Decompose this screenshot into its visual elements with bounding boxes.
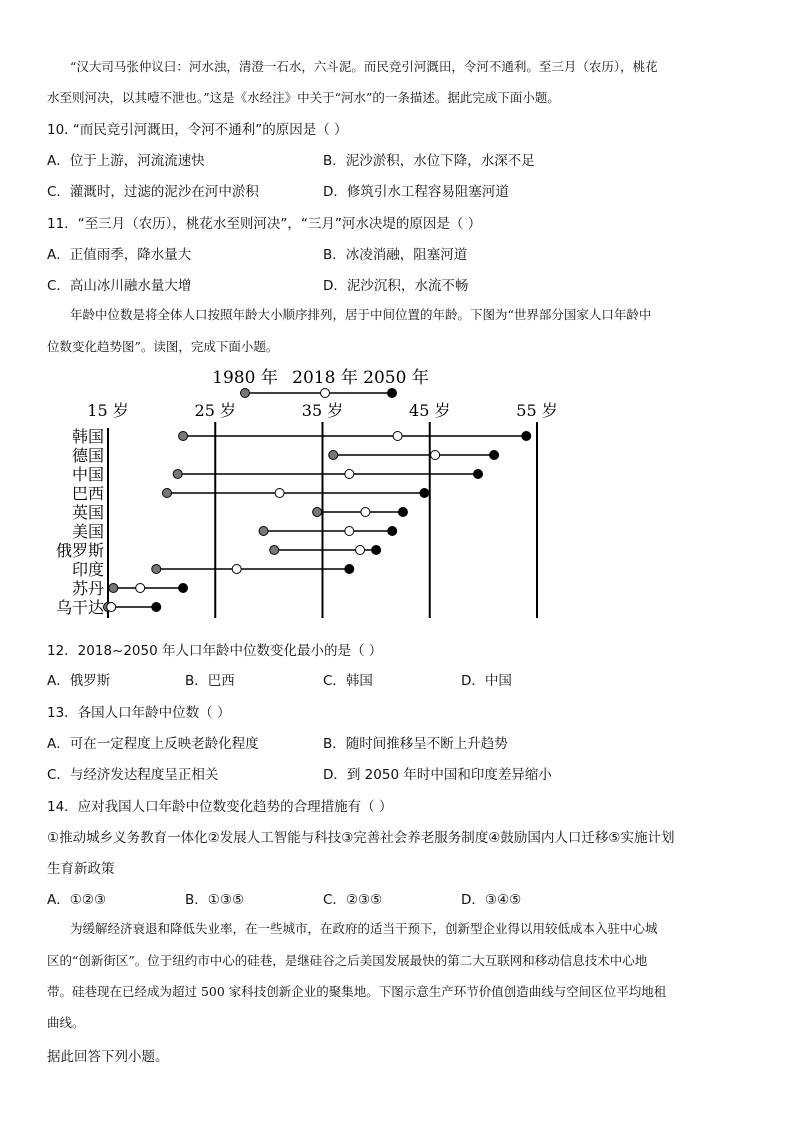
point-2050	[398, 508, 407, 517]
point-1980	[329, 451, 338, 460]
point-1980	[179, 432, 188, 441]
passage2-line1: 年龄中位数是将全体人口按照年龄大小顺序排列，居于中间位置的年龄。下图为“世界部分国家人口年龄中	[70, 307, 652, 322]
question-12-option-d[interactable]: D．中国	[461, 673, 512, 689]
country-label: 印度	[71, 560, 104, 579]
passage3-line2: 区的“创新街区”。位于纽约市中心的硅巷，是继硅谷之后美国发展最快的第二大互联网和移动信息技术中心地	[47, 953, 648, 968]
country-label: 韩国	[71, 427, 104, 446]
point-2018	[345, 527, 354, 536]
point-1980	[152, 565, 161, 574]
point-1980	[173, 470, 182, 479]
axis-tick-label: 45 岁	[409, 401, 451, 420]
passage3-line5: 据此回答下列小题。	[47, 1049, 169, 1065]
axis-tick-label: 55 岁	[516, 401, 558, 420]
country-label: 乌干达	[55, 598, 104, 617]
country-label: 俄罗斯	[55, 541, 104, 560]
point-2018	[275, 489, 284, 498]
question-14-items-line2: 生育新政策	[47, 861, 115, 877]
question-12-stem: 12．2018~2050 年人口年龄中位数变化最小的是（ ）	[47, 643, 383, 659]
legend-label: 2018 年	[292, 368, 358, 388]
axis-tick-label: 15 岁	[87, 401, 129, 420]
point-2050	[490, 451, 499, 460]
axis-tick-label: 25 岁	[194, 401, 236, 420]
question-13-stem: 13．各国人口年龄中位数（ ）	[47, 705, 231, 721]
axis-tick-label: 35 岁	[301, 401, 344, 420]
point-1980	[313, 508, 322, 517]
question-11-option-a[interactable]: A．正值雨季，降水量大	[47, 247, 192, 263]
country-label: 德国	[71, 446, 104, 465]
question-10-stem: 10. “而民竞引河溉田，令河不通利”的原因是（ ）	[47, 122, 348, 138]
point-2050	[388, 527, 397, 536]
passage1-line1: “汉大司马张仲议曰：河水浊，清澄一石水，六斗泥。而民竞引河溉田，令河不通利。至三月（农历），桃花	[70, 59, 658, 74]
point-2018	[431, 451, 440, 460]
legend-marker-2050	[388, 389, 397, 398]
point-2050	[179, 584, 188, 593]
point-2018	[136, 584, 145, 593]
point-2018	[393, 432, 402, 441]
point-2018	[361, 508, 370, 517]
point-1980	[259, 527, 268, 536]
question-13-option-c[interactable]: C．与经济发达程度呈正相关	[47, 767, 219, 783]
question-14-option-a[interactable]: A．①②③	[47, 892, 107, 908]
question-14-items-line1: ①推动城乡义务教育一体化②发展人工智能与科技③完善社会养老服务制度④鼓励国内人口迁移⑤实施计划	[47, 830, 675, 846]
question-11-option-d[interactable]: D．泥沙沉积，水流不畅	[323, 278, 469, 294]
point-2050	[474, 470, 483, 479]
legend-marker-2018	[321, 389, 330, 398]
age-median-chart	[0, 360, 600, 625]
question-14-option-b[interactable]: B．①③⑤	[185, 892, 245, 908]
question-13-option-d[interactable]: D．到 2050 年时中国和印度差异缩小	[323, 767, 552, 783]
question-14-stem: 14．应对我国人口年龄中位数变化趋势的合理措施有（ ）	[47, 799, 393, 815]
point-2050	[372, 546, 381, 555]
question-12-option-b[interactable]: B．巴西	[185, 673, 235, 689]
question-10-option-a[interactable]: A．位于上游，河流流速快	[47, 153, 205, 169]
country-label: 巴西	[71, 484, 104, 503]
question-10-option-d[interactable]: D．修筑引水工程容易阻塞河道	[323, 184, 509, 200]
point-2018	[345, 470, 354, 479]
point-2050	[420, 489, 429, 498]
point-1980	[162, 489, 171, 498]
question-13-option-b[interactable]: B．随时间推移呈不断上升趋势	[323, 736, 508, 752]
question-14-option-c[interactable]: C．②③⑤	[323, 892, 383, 908]
question-13-option-a[interactable]: A．可在一定程度上反映老龄化程度	[47, 736, 259, 752]
point-2018	[232, 565, 241, 574]
point-2018	[107, 603, 116, 612]
legend-label: 2050 年	[363, 368, 429, 388]
point-2050	[522, 432, 531, 441]
passage3-line4: 曲线。	[47, 1015, 85, 1030]
legend-marker-1980	[241, 389, 250, 398]
question-14-option-d[interactable]: D．③④⑤	[461, 892, 522, 908]
point-2018	[356, 546, 365, 555]
question-12-option-a[interactable]: A．俄罗斯	[47, 673, 111, 689]
country-label: 美国	[71, 522, 104, 541]
country-label: 苏丹	[71, 579, 104, 598]
point-2050	[152, 603, 161, 612]
point-1980	[270, 546, 279, 555]
country-label: 英国	[71, 503, 104, 522]
passage1-line2: 水至则河决，以其噎不泄也。”这是《水经注》中关于“河水”的一条描述。据此完成下面小题。	[47, 90, 560, 105]
question-10-option-b[interactable]: B．泥沙淤积，水位下降，水深不足	[323, 153, 535, 169]
question-12-option-c[interactable]: C．韩国	[323, 673, 373, 689]
point-2050	[345, 565, 354, 574]
question-11-stem: 11．“至三月（农历），桃花水至则河决”，“三月”河水决堤的原因是（ ）	[47, 216, 482, 232]
question-10-option-c[interactable]: C．灌溉时，过滤的泥沙在河中淤积	[47, 184, 259, 200]
passage3-line1: 为缓解经济衰退和降低失业率，在一些城市，在政府的适当干预下，创新型企业得以用较低成本入驻中心城	[70, 921, 658, 936]
point-1980	[109, 584, 118, 593]
question-11-option-b[interactable]: B．冰凌消融，阻塞河道	[323, 247, 468, 263]
legend-label: 1980 年	[212, 368, 278, 388]
passage3-line3: 带。硅巷现在已经成为超过 500 家科技创新企业的聚集地。下图示意生产环节价值创造曲线与空间区位平均地租	[47, 984, 667, 999]
passage2-line2: 位数变化趋势图”。读图，完成下面小题。	[47, 339, 279, 354]
country-label: 中国	[71, 465, 104, 484]
question-11-option-c[interactable]: C．高山冰川融水量大增	[47, 278, 192, 294]
